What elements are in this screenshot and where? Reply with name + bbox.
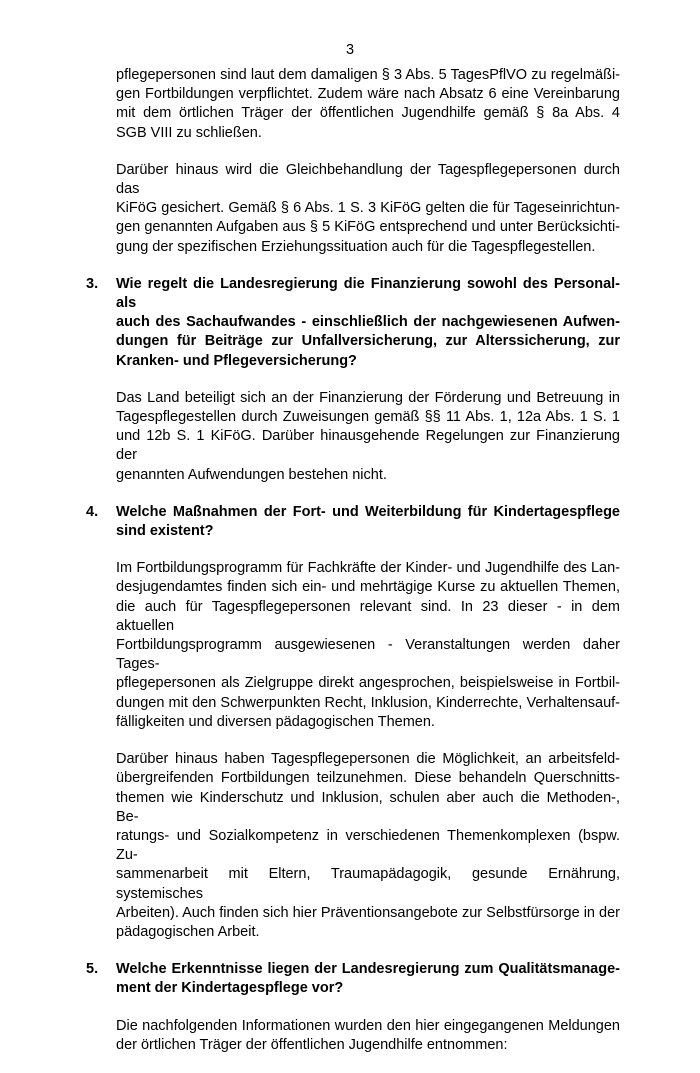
text-line: Darüber hinaus haben Tagespflegepersonen die Möglichkeit, an arbeitsfeld- <box>116 751 620 768</box>
question-number: 3. <box>86 275 99 292</box>
question-number: 4. <box>86 503 99 520</box>
text-line: KiFöG gesichert. Gemäß § 6 Abs. 1 S. 3 KiFöG gelten die für Tageseinrichtun- <box>116 200 620 217</box>
text-line: pädagogischen Arbeit. <box>116 923 260 940</box>
text-line: sammenarbeit mit Eltern, Traumapädagogik, gesunde Ernährung, systemisches <box>116 866 620 902</box>
question-text <box>116 960 620 998</box>
question-text <box>116 275 620 371</box>
text-line: die auch für Tagespflegepersonen relevant sind. In 23 dieser - in dem aktuellen <box>116 598 620 634</box>
text-line: auch des Sachaufwandes - einschließlich der nachgewiesenen Aufwen- <box>116 314 620 331</box>
text-line: dungen für Beiträge zur Unfallversicherung, zur Alterssicherung, zur <box>116 333 620 350</box>
text-line: dungen mit den Schwerpunkten Recht, Inklusion, Kinderrechte, Verhaltensauf- <box>116 694 620 711</box>
question-text <box>116 503 620 541</box>
text-line: und 12b S. 1 KiFöG. Darüber hinausgehende Regelungen zur Finanzierung der <box>116 428 620 464</box>
text-line: gen genannten Aufgaben aus § 5 KiFöG entsprechend und unter Berücksichti- <box>116 219 620 236</box>
text-line: Kranken- und Pflegeversicherung? <box>116 352 357 369</box>
text-line: Die nachfolgenden Informationen wurden den hier eingegangenen Meldungen <box>116 1017 620 1034</box>
text-line: Darüber hinaus wird die Gleichbehandlung der Tagespflegepersonen durch das <box>116 161 620 198</box>
answer-3 <box>116 389 620 485</box>
text-line: Das Land beteiligt sich an der Finanzierung der Förderung und Betreuung in <box>116 389 620 406</box>
text-line: ratungs- und Sozialkompetenz in verschiedenen Themenkomplexen (bspw. Zu- <box>116 827 620 864</box>
text-line: gung der spezifischen Erziehungssituation auch für die Tagespflegestellen. <box>116 238 596 255</box>
text-line: sind existent? <box>116 523 214 540</box>
text-line: SGB VIII zu schließen. <box>116 124 262 141</box>
answer-5 <box>116 1017 620 1055</box>
text-line: Welche Erkenntnisse liegen der Landesregierung zum Qualitätsmanage- <box>116 961 620 978</box>
text-line: themen wie Kinderschutz und Inklusion, schulen aber auch die Methoden-, Be- <box>116 789 620 825</box>
question-number: 5. <box>86 961 99 978</box>
text-line: desjugendamtes finden sich ein- und mehrtägige Kurse zu aktuellen Themen, <box>116 579 620 596</box>
text-line: Arbeiten). Auch finden sich hier Präventionsangebote zur Selbstfürsorge in der <box>116 904 620 921</box>
paragraph-tagespflegepersonen-fortbildung <box>116 66 620 143</box>
text-line: ment der Kindertagespflege vor? <box>116 980 344 997</box>
paragraph-gleichbehandlung <box>116 161 620 257</box>
text-line: pflegepersonen sind laut dem damaligen § 3 Abs. 5 TagesPflVO zu regelmäßi- <box>116 67 620 83</box>
text-line: Fortbildungsprogramm ausgewiesenen - Veranstaltungen werden daher Tages- <box>116 637 620 673</box>
text-line: gen Fortbildungen verpflichtet. Zudem wäre nach Absatz 6 eine Vereinbarung <box>116 86 620 103</box>
answer-4-fortbildungsprogramm <box>116 559 620 732</box>
text-line: übergreifenden Fortbildungen teilzunehmen. Diese behandeln Querschnitts- <box>116 770 620 787</box>
text-line: fälligkeiten und diversen pädagogischen Themen. <box>116 713 435 730</box>
question-5 <box>86 960 620 998</box>
text-line: pflegepersonen als Zielgruppe direkt angesprochen, beispielsweise in Fortbil- <box>116 675 620 692</box>
text-line: genannten Aufwendungen bestehen nicht. <box>116 466 387 483</box>
question-4 <box>86 503 620 541</box>
document-body <box>86 66 620 1073</box>
text-line: Tagespflegestellen durch Zuweisungen gemäß §§ 11 Abs. 1, 12a Abs. 1 S. 1 <box>116 409 620 426</box>
question-3 <box>86 275 620 371</box>
page-number: 3 <box>345 42 355 58</box>
text-line: Welche Maßnahmen der Fort- und Weiterbildung für Kindertagespflege <box>116 503 620 520</box>
text-line: der örtlichen Träger der öffentlichen Jugendhilfe entnommen: <box>116 1036 508 1053</box>
text-line: Wie regelt die Landesregierung die Finanzierung sowohl des Personal- als <box>116 275 620 312</box>
answer-4-uebergreifende-fortbildungen <box>116 750 620 942</box>
text-line: Im Fortbildungsprogramm für Fachkräfte der Kinder- und Jugendhilfe des Lan- <box>116 560 620 577</box>
text-line: mit dem örtlichen Träger der öffentlichen Jugendhilfe gemäß § 8a Abs. 4 <box>116 105 620 122</box>
